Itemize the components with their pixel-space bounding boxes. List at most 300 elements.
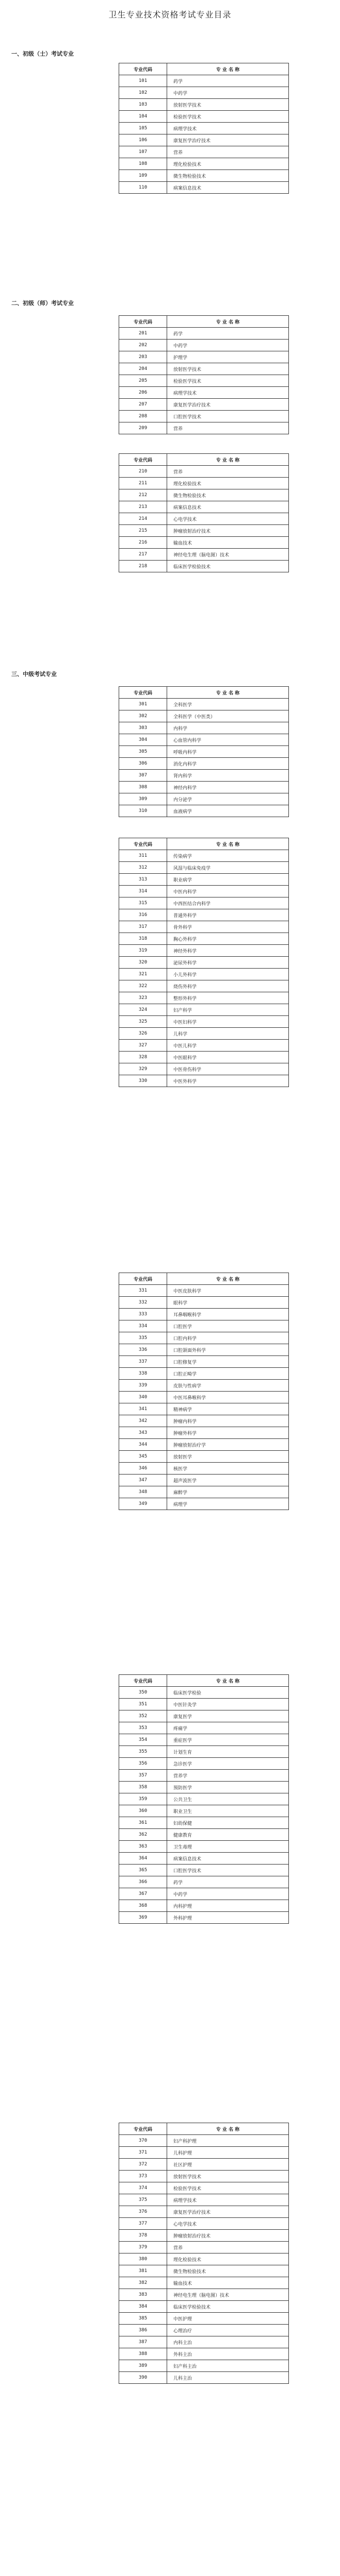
table-row (119, 746, 289, 758)
specialty-code: 305 (119, 746, 167, 758)
table-row (119, 1770, 289, 1782)
specialty-code: 343 (119, 1427, 167, 1439)
specialty-name: 妇产科学 (167, 1004, 289, 1016)
specialty-name: 中医皮肤科学 (167, 1285, 289, 1297)
specialty-code: 108 (119, 158, 167, 170)
table-row (119, 957, 289, 969)
specialty-code: 365 (119, 1865, 167, 1876)
table-row (119, 1463, 289, 1475)
specialty-code: 329 (119, 1063, 167, 1075)
specialty-code: 202 (119, 340, 167, 351)
specialty-code: 362 (119, 1829, 167, 1841)
specialty-name: 药学 (167, 1876, 289, 1888)
specialty-code: 360 (119, 1805, 167, 1817)
table-row (119, 933, 289, 945)
specialty-code: 313 (119, 874, 167, 886)
specialty-code: 358 (119, 1782, 167, 1793)
specialty-name: 放射医学技术 (167, 2171, 289, 2182)
table-row (119, 1016, 289, 1028)
specialty-code: 330 (119, 1075, 167, 1087)
table-row (119, 1427, 289, 1439)
specialty-code: 206 (119, 387, 167, 399)
specialty-code: 327 (119, 1040, 167, 1052)
specialty-name: 神经外科学 (167, 945, 289, 957)
specialty-name: 普通外科学 (167, 909, 289, 921)
table-row (119, 87, 289, 99)
table-row (119, 874, 289, 886)
specialty-code: 308 (119, 782, 167, 793)
specialty-code: 210 (119, 466, 167, 478)
table-row (119, 1841, 289, 1853)
specialty-code: 374 (119, 2182, 167, 2194)
specialty-name: 口腔医学 (167, 1320, 289, 1332)
table-row (119, 123, 289, 134)
table-row (119, 1888, 289, 1900)
specialty-name: 健康教育 (167, 1829, 289, 1841)
specialty-code: 368 (119, 1900, 167, 1912)
table-row (119, 1451, 289, 1463)
table-row (119, 158, 289, 170)
specialty-name: 心血管内科学 (167, 734, 289, 746)
table-row (119, 2277, 289, 2289)
specialty-name: 肾内科学 (167, 770, 289, 782)
specialty-name: 职业卫生 (167, 1805, 289, 1817)
specialty-name: 康复医学治疗技术 (167, 2206, 289, 2218)
specialty-name: 妇幼保健 (167, 1817, 289, 1829)
specialty-name: 儿科护理 (167, 2147, 289, 2159)
table-row (119, 1722, 289, 1734)
specialty-code: 208 (119, 411, 167, 422)
specialty-name: 骨外科学 (167, 921, 289, 933)
specialty-name: 公共卫生 (167, 1793, 289, 1805)
specialty-name: 营养 (167, 146, 289, 158)
specialty-code: 354 (119, 1734, 167, 1746)
table-row (119, 2206, 289, 2218)
table-row (119, 537, 289, 549)
specialty-name: 急诊医学 (167, 1758, 289, 1770)
table-row (119, 758, 289, 770)
table-row (119, 2265, 289, 2277)
specialty-code: 367 (119, 1888, 167, 1900)
specialty-code: 371 (119, 2147, 167, 2159)
table-row (119, 363, 289, 375)
table-row (119, 2336, 289, 2348)
specialty-code: 347 (119, 1475, 167, 1486)
specialty-code: 386 (119, 2325, 167, 2336)
table-row (119, 1075, 289, 1087)
specialty-name: 妇产科主治 (167, 2360, 289, 2372)
table-row (119, 1746, 289, 1758)
name-column-header: 专 业 名 称 (167, 1675, 289, 1687)
specialty-name: 康复医学治疗技术 (167, 134, 289, 146)
specialty-code: 213 (119, 501, 167, 513)
specialty-name: 预防医学 (167, 1782, 289, 1793)
specialty-name: 中药学 (167, 1888, 289, 1900)
specialty-name: 临床医学检验 (167, 1687, 289, 1699)
specialty-code: 215 (119, 525, 167, 537)
table-row (119, 897, 289, 909)
specialty-code: 352 (119, 1710, 167, 1722)
specialty-code: 209 (119, 422, 167, 434)
specialty-code: 102 (119, 87, 167, 99)
page-title: 卫生专业技术资格考试专业目录 (108, 10, 232, 20)
table-row (119, 1486, 289, 1498)
specialty-code: 110 (119, 182, 167, 194)
specialty-name: 神经电生理（脑电图）技术 (167, 549, 289, 561)
specialty-code: 101 (119, 75, 167, 87)
table-row (119, 2218, 289, 2230)
specialty-code: 301 (119, 699, 167, 710)
specialty-name: 皮肤与性病学 (167, 1380, 289, 1392)
specialty-name: 内科主治 (167, 2336, 289, 2348)
specialty-code: 342 (119, 1415, 167, 1427)
table-row (119, 75, 289, 87)
specialty-name: 眼科学 (167, 1297, 289, 1309)
code-column-header: 专业代码 (119, 838, 167, 850)
specialty-name: 血液病学 (167, 805, 289, 817)
specialty-name: 营养 (167, 2242, 289, 2253)
table-row (119, 513, 289, 525)
specialty-name: 疼痛学 (167, 1722, 289, 1734)
specialty-code: 385 (119, 2313, 167, 2325)
specialty-table (119, 63, 289, 194)
specialty-table (119, 2123, 289, 2384)
specialty-code: 344 (119, 1439, 167, 1451)
table-row (119, 793, 289, 805)
table-row (119, 340, 289, 351)
specialty-code: 328 (119, 1052, 167, 1063)
specialty-code: 109 (119, 170, 167, 182)
table-row (119, 1793, 289, 1805)
specialty-code: 207 (119, 399, 167, 411)
specialty-name: 儿科学 (167, 1028, 289, 1040)
specialty-code: 302 (119, 710, 167, 722)
specialty-code: 310 (119, 805, 167, 817)
specialty-code: 387 (119, 2336, 167, 2348)
table-row (119, 2348, 289, 2360)
specialty-code: 348 (119, 1486, 167, 1498)
name-column-header: 专 业 名 称 (167, 687, 289, 699)
specialty-name: 微生物检验技术 (167, 170, 289, 182)
specialty-name: 呼吸内科学 (167, 746, 289, 758)
specialty-code: 364 (119, 1853, 167, 1865)
specialty-name: 输血技术 (167, 2277, 289, 2289)
table-row (119, 2171, 289, 2182)
specialty-code: 369 (119, 1912, 167, 1924)
code-column-header: 专业代码 (119, 316, 167, 328)
specialty-name: 理化检验技术 (167, 158, 289, 170)
specialty-code: 331 (119, 1285, 167, 1297)
specialty-code: 314 (119, 886, 167, 897)
specialty-code: 309 (119, 793, 167, 805)
specialty-name: 中医骨伤科学 (167, 1063, 289, 1075)
code-column-header: 专业代码 (119, 454, 167, 466)
table-row (119, 1063, 289, 1075)
specialty-code: 312 (119, 862, 167, 874)
table-row (119, 770, 289, 782)
table-header-row (119, 2123, 289, 2135)
name-column-header: 专 业 名 称 (167, 838, 289, 850)
specialty-name: 病案信息技术 (167, 1853, 289, 1865)
code-column-header: 专业代码 (119, 63, 167, 75)
table-row (119, 111, 289, 123)
table-row (119, 1297, 289, 1309)
specialty-name: 病理学技术 (167, 123, 289, 134)
table-row (119, 1380, 289, 1392)
specialty-name: 外科主治 (167, 2348, 289, 2360)
specialty-code: 375 (119, 2194, 167, 2206)
specialty-name: 口腔内科学 (167, 1332, 289, 1344)
table-row (119, 909, 289, 921)
table-row (119, 1699, 289, 1710)
specialty-code: 311 (119, 850, 167, 862)
specialty-code: 339 (119, 1380, 167, 1392)
specialty-name: 口腔医学技术 (167, 411, 289, 422)
specialty-code: 350 (119, 1687, 167, 1699)
specialty-name: 病理学技术 (167, 2194, 289, 2206)
specialty-code: 321 (119, 969, 167, 980)
table-row (119, 722, 289, 734)
table-row (119, 146, 289, 158)
table-row (119, 980, 289, 992)
table-row (119, 170, 289, 182)
specialty-name: 神经内科学 (167, 782, 289, 793)
table-row (119, 2242, 289, 2253)
specialty-name: 口腔修复学 (167, 1356, 289, 1368)
table-header-row (119, 63, 289, 75)
table-row (119, 182, 289, 194)
table-row (119, 2159, 289, 2171)
specialty-code: 304 (119, 734, 167, 746)
name-column-header: 专 业 名 称 (167, 454, 289, 466)
specialty-name: 检验医学技术 (167, 111, 289, 123)
table-header-row (119, 316, 289, 328)
table-row (119, 1320, 289, 1332)
name-column-header: 专 业 名 称 (167, 2123, 289, 2135)
specialty-name: 肿瘤放射治疗技术 (167, 525, 289, 537)
specialty-name: 肿瘤放射治疗学 (167, 1439, 289, 1451)
specialty-code: 383 (119, 2289, 167, 2301)
table-header-row (119, 454, 289, 466)
section-heading: 一、初级（士）考试专业 (11, 50, 74, 57)
specialty-name: 中医耳鼻喉科学 (167, 1392, 289, 1403)
specialty-name: 内分泌学 (167, 793, 289, 805)
table-row (119, 2313, 289, 2325)
table-row (119, 2182, 289, 2194)
table-row (119, 1782, 289, 1793)
specialty-name: 社区护理 (167, 2159, 289, 2171)
table-row (119, 699, 289, 710)
specialty-name: 口腔颌面外科学 (167, 1344, 289, 1356)
specialty-name: 放射医学 (167, 1451, 289, 1463)
table-row (119, 2194, 289, 2206)
table-row (119, 1498, 289, 1510)
specialty-name: 中医妇科学 (167, 1016, 289, 1028)
specialty-code: 382 (119, 2277, 167, 2289)
specialty-name: 职业病学 (167, 874, 289, 886)
section-heading: 二、初级（师）考试专业 (11, 300, 74, 307)
specialty-code: 356 (119, 1758, 167, 1770)
table-row (119, 2372, 289, 2384)
specialty-name: 胸心外科学 (167, 933, 289, 945)
specialty-code: 379 (119, 2242, 167, 2253)
specialty-code: 211 (119, 478, 167, 489)
specialty-name: 营养 (167, 466, 289, 478)
specialty-name: 中医内科学 (167, 886, 289, 897)
table-row (119, 1368, 289, 1380)
specialty-name: 检验医学技术 (167, 375, 289, 387)
specialty-name: 口腔正畸学 (167, 1368, 289, 1380)
table-row (119, 1403, 289, 1415)
specialty-code: 376 (119, 2206, 167, 2218)
specialty-name: 检验医学技术 (167, 2182, 289, 2194)
table-row (119, 2135, 289, 2147)
specialty-name: 烧伤外科学 (167, 980, 289, 992)
table-row (119, 2325, 289, 2336)
specialty-table (119, 838, 289, 1087)
specialty-name: 微生物检验技术 (167, 2265, 289, 2277)
specialty-code: 218 (119, 561, 167, 572)
specialty-name: 中药学 (167, 87, 289, 99)
table-row (119, 921, 289, 933)
table-row (119, 2360, 289, 2372)
specialty-code: 201 (119, 328, 167, 340)
specialty-code: 303 (119, 722, 167, 734)
specialty-code: 336 (119, 1344, 167, 1356)
table-row (119, 1309, 289, 1320)
table-row (119, 1758, 289, 1770)
specialty-name: 耳鼻咽喉科学 (167, 1309, 289, 1320)
specialty-code: 345 (119, 1451, 167, 1463)
specialty-name: 消化内科学 (167, 758, 289, 770)
table-row (119, 525, 289, 537)
specialty-code: 341 (119, 1403, 167, 1415)
specialty-code: 103 (119, 99, 167, 111)
specialty-code: 372 (119, 2159, 167, 2171)
specialty-code: 105 (119, 123, 167, 134)
table-row (119, 945, 289, 957)
specialty-name: 心电学技术 (167, 2218, 289, 2230)
specialty-name: 口腔医学技术 (167, 1865, 289, 1876)
specialty-name: 药学 (167, 328, 289, 340)
table-row (119, 710, 289, 722)
specialty-name: 康复医学 (167, 1710, 289, 1722)
specialty-name: 整形外科学 (167, 992, 289, 1004)
table-row (119, 1475, 289, 1486)
table-row (119, 969, 289, 980)
table-row (119, 1439, 289, 1451)
specialty-name: 妇产科护理 (167, 2135, 289, 2147)
specialty-name: 临床医学检验技术 (167, 561, 289, 572)
name-column-header: 专 业 名 称 (167, 1273, 289, 1285)
specialty-table (119, 686, 289, 817)
table-row (119, 1876, 289, 1888)
table-row (119, 734, 289, 746)
specialty-code: 204 (119, 363, 167, 375)
specialty-code: 378 (119, 2230, 167, 2242)
table-row (119, 850, 289, 862)
specialty-code: 355 (119, 1746, 167, 1758)
table-row (119, 1912, 289, 1924)
specialty-code: 107 (119, 146, 167, 158)
specialty-name: 中医护理 (167, 2313, 289, 2325)
specialty-code: 359 (119, 1793, 167, 1805)
specialty-name: 小儿外科学 (167, 969, 289, 980)
table-row (119, 1829, 289, 1841)
specialty-code: 307 (119, 770, 167, 782)
table-row (119, 549, 289, 561)
specialty-code: 335 (119, 1332, 167, 1344)
specialty-name: 风湿与临床免疫学 (167, 862, 289, 874)
specialty-code: 306 (119, 758, 167, 770)
specialty-code: 381 (119, 2265, 167, 2277)
table-row (119, 1040, 289, 1052)
specialty-code: 106 (119, 134, 167, 146)
table-row (119, 1004, 289, 1016)
specialty-code: 353 (119, 1722, 167, 1734)
table-row (119, 886, 289, 897)
specialty-code: 389 (119, 2360, 167, 2372)
specialty-name: 全科医学 (167, 699, 289, 710)
specialty-name: 内科护理 (167, 1900, 289, 1912)
specialty-code: 384 (119, 2301, 167, 2313)
table-row (119, 2147, 289, 2159)
specialty-code: 361 (119, 1817, 167, 1829)
specialty-table (119, 453, 289, 572)
specialty-name: 麻醉学 (167, 1486, 289, 1498)
specialty-name: 泌尿外科学 (167, 957, 289, 969)
table-header-row (119, 1273, 289, 1285)
specialty-name: 传染病学 (167, 850, 289, 862)
table-row (119, 782, 289, 793)
table-row (119, 1356, 289, 1368)
specialty-code: 320 (119, 957, 167, 969)
code-column-header: 专业代码 (119, 1675, 167, 1687)
specialty-code: 323 (119, 992, 167, 1004)
name-column-header: 专 业 名 称 (167, 63, 289, 75)
table-row (119, 2230, 289, 2242)
table-row (119, 1028, 289, 1040)
name-column-header: 专 业 名 称 (167, 316, 289, 328)
table-row (119, 99, 289, 111)
table-row (119, 478, 289, 489)
table-header-row (119, 838, 289, 850)
specialty-name: 中药学 (167, 340, 289, 351)
specialty-code: 315 (119, 897, 167, 909)
specialty-code: 317 (119, 921, 167, 933)
specialty-code: 333 (119, 1309, 167, 1320)
specialty-name: 肿瘤外科学 (167, 1427, 289, 1439)
table-row (119, 2301, 289, 2313)
table-header-row (119, 687, 289, 699)
specialty-name: 超声波医学 (167, 1475, 289, 1486)
specialty-code: 380 (119, 2253, 167, 2265)
table-row (119, 1865, 289, 1876)
table-row (119, 1344, 289, 1356)
specialty-name: 放射医学技术 (167, 99, 289, 111)
specialty-name: 病理学 (167, 1498, 289, 1510)
specialty-name: 营养学 (167, 1770, 289, 1782)
specialty-code: 346 (119, 1463, 167, 1475)
specialty-code: 203 (119, 351, 167, 363)
specialty-code: 316 (119, 909, 167, 921)
table-row (119, 399, 289, 411)
specialty-name: 精神病学 (167, 1403, 289, 1415)
specialty-name: 微生物检验技术 (167, 489, 289, 501)
specialty-code: 351 (119, 1699, 167, 1710)
specialty-name: 药学 (167, 75, 289, 87)
specialty-name: 病理学技术 (167, 387, 289, 399)
